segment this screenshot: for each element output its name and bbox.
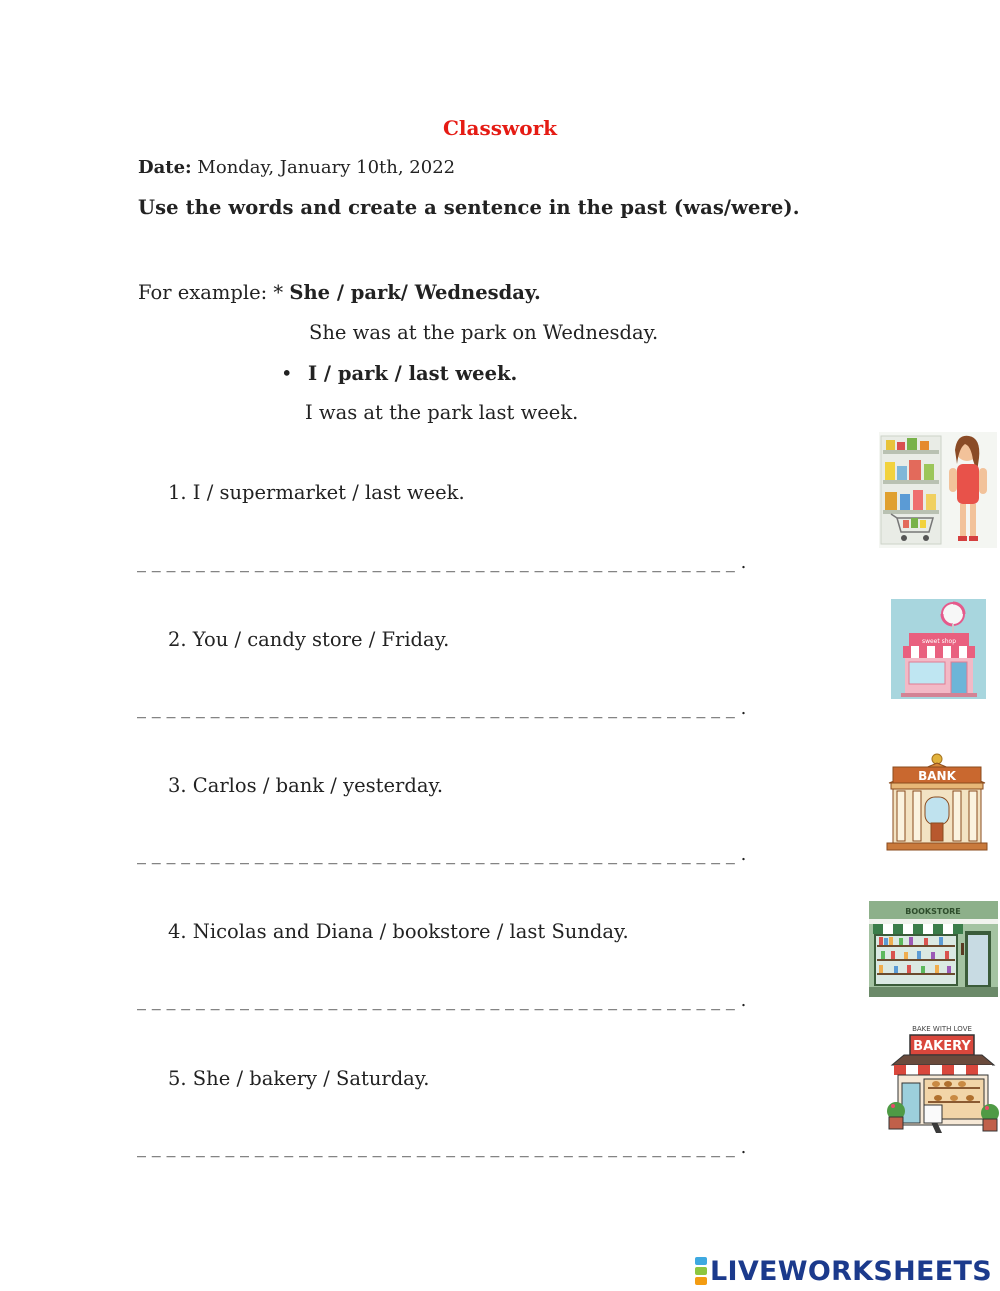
example-prefix: For example: * <box>138 281 290 304</box>
answer-field-1[interactable]: _ _ _ _ _ _ _ _ _ _ _ _ _ _ _ _ _ _ _ _ _ _ _ _ _ _ _ _ _ _ _ _ _ _ _ _ _ _ _ _ _ . <box>137 552 747 573</box>
answer-field-5[interactable]: _ _ _ _ _ _ _ _ _ _ _ _ _ _ _ _ _ _ _ _ _ _ _ _ _ _ _ _ _ _ _ _ _ _ _ _ _ _ _ _ _ . <box>137 1137 747 1158</box>
question-4: 4. Nicolas and Diana / bookstore / last Sunday. <box>168 920 629 943</box>
bakery-picture <box>884 1021 1000 1136</box>
example-prompt-1: She / park/ Wednesday. <box>289 281 541 304</box>
example-answer-2: I was at the park last week. <box>305 401 579 424</box>
candy-store-picture <box>891 599 986 699</box>
date-line <box>138 157 455 178</box>
logo-badge-icon <box>695 1256 707 1286</box>
bakery-slogan: BAKE WITH LOVE <box>912 1025 972 1033</box>
logo-text: LIVEWORKSHEETS <box>709 1255 992 1287</box>
question-2: 2. You / candy store / Friday. <box>168 628 450 651</box>
example-prompt-2: I / park / last week. <box>308 362 518 385</box>
example-line-1 <box>138 281 541 304</box>
bank-sign: BANK <box>918 769 956 783</box>
bookstore-sign: BOOKSTORE <box>905 907 961 916</box>
bank-picture <box>885 753 989 853</box>
answer-field-3[interactable]: _ _ _ _ _ _ _ _ _ _ _ _ _ _ _ _ _ _ _ _ _ _ _ _ _ _ _ _ _ _ _ _ _ _ _ _ _ _ _ _ _ . <box>137 844 747 865</box>
bookstore-picture <box>869 901 998 997</box>
bakery-sign: BAKERY <box>913 1039 971 1054</box>
question-3: 3. Carlos / bank / yesterday. <box>168 774 444 797</box>
question-5: 5. She / bakery / Saturday. <box>168 1067 430 1090</box>
page-title: Classwork <box>443 116 557 140</box>
example-answer-1: She was at the park on Wednesday. <box>309 321 659 344</box>
date-label: Date: <box>138 157 192 178</box>
answer-field-4[interactable]: _ _ _ _ _ _ _ _ _ _ _ _ _ _ _ _ _ _ _ _ _ _ _ _ _ _ _ _ _ _ _ _ _ _ _ _ _ _ _ _ _ . <box>137 990 747 1011</box>
instruction: Use the words and create a sentence in the past (was/were). <box>138 196 800 219</box>
question-1: 1. I / supermarket / last week. <box>168 481 465 504</box>
date-value: Monday, January 10th, 2022 <box>197 157 456 178</box>
bullet-icon: • <box>281 362 293 385</box>
supermarket-picture <box>879 432 997 548</box>
candy-store-sign: sweet shop <box>921 638 957 645</box>
liveworksheets-logo <box>695 1254 992 1288</box>
answer-field-2[interactable]: _ _ _ _ _ _ _ _ _ _ _ _ _ _ _ _ _ _ _ _ _ _ _ _ _ _ _ _ _ _ _ _ _ _ _ _ _ _ _ _ _ . <box>137 698 747 719</box>
